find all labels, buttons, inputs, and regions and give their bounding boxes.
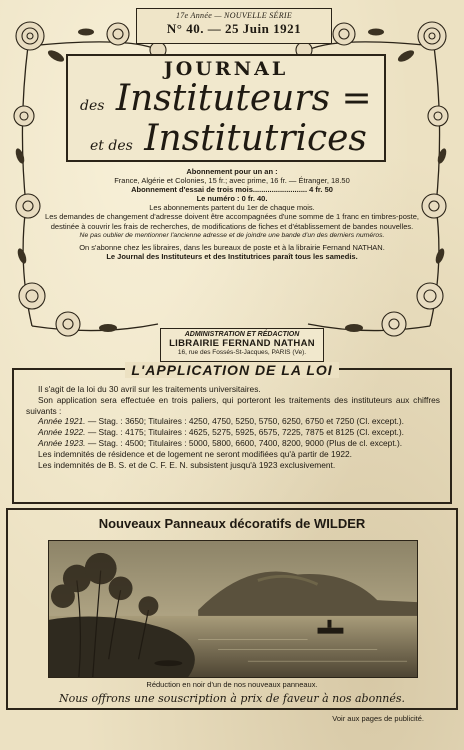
- subscription-change-address: Les demandes de changement d'adresse doivent être accompagnées d'une somme de 1 franc en timbres-poste, destinée à couvrir les frais de recherches, de modifications de fiches et d'établissement de bandes nouvelles.: [45, 212, 419, 231]
- subscription-trial: Abonnement d'essai de trois mois.......................... 4 fr. 50: [131, 185, 333, 195]
- loi-article: [12, 362, 452, 504]
- landscape-panel-image: [48, 540, 418, 678]
- loi-paragraph: Il s'agit de la loi du 30 avril sur les traitements universitaires.: [38, 384, 261, 394]
- admin-heading: ADMINISTRATION ET RÉDACTION: [184, 331, 300, 338]
- issue-series: 17e Année — NOUVELLE SÉRIE: [175, 11, 293, 20]
- masthead: [66, 54, 386, 162]
- admin-address: 16, rue des Fossés-St-Jacques, PARIS (Ve).: [177, 349, 307, 356]
- subscription-change-note: Ne pas oublier de mentionner l'ancienne adresse et de joindre une bande d'un des derniers numéros.: [79, 231, 385, 239]
- masthead-des: des: [80, 98, 105, 114]
- image-caption: Réduction en noir d'un de nos nouveaux panneaux.: [146, 680, 318, 689]
- loi-year-1921: Année 1921. — Stag. : 3650; Titulaires : 4250, 4750, 5250, 5750, 6250, 6750 et 7250 (Cl. except.).: [38, 416, 404, 427]
- issue-number-date: N° 40. — 25 Juin 1921: [166, 21, 302, 36]
- subscription-prices: France, Algérie et Colonies, 15 fr.; avec prime, 16 fr. — Étranger, 18.50: [114, 176, 350, 186]
- masthead-instituteurs: [80, 78, 372, 119]
- subscription-schedule: Le Journal des Instituteurs et des Institutrices paraît tous les samedis.: [106, 251, 358, 261]
- admin-box: [160, 328, 324, 362]
- subscription-single: Le numéro : 0 fr. 40.: [196, 194, 268, 204]
- masthead-institutrices-text: Institutrices: [144, 118, 367, 159]
- see-advertising-note: Voir aux pages de publicité.: [332, 714, 424, 723]
- subscription-info: [44, 167, 420, 261]
- masthead-journal: JOURNAL: [163, 58, 289, 80]
- loi-paragraph: Les indemnités de B. S. et de C. F. E. N. subsistent jusqu'à 1923 exclusivement.: [38, 459, 336, 470]
- loi-year-1922: Année 1922. — Stag. : 4175; Titulaires : 4625, 5275, 5925, 6575, 7225, 7875 et 8125 (Cl. except.).: [38, 427, 404, 438]
- wilder-title: Nouveaux Panneaux décoratifs de WILDER: [98, 516, 366, 531]
- masthead-instituteurs-text: Instituteurs =: [115, 78, 372, 119]
- masthead-et-des: et des: [90, 138, 133, 154]
- subscription-where: On s'abonne chez les libraires, dans les bureaux de poste et à la librairie Fernand NATHAN.: [79, 242, 385, 252]
- wilder-advert: [6, 508, 458, 710]
- loi-year-1923: Année 1923. — Stag. : 4500; Titulaires : 5000, 5800, 6600, 7400, 8200, 9000 (Plus de cl. except.).: [38, 437, 403, 448]
- loi-paragraph: Son application sera effectuée en trois paliers, qui porteront les traitements des instituteurs aux chiffres suivants :: [26, 394, 440, 416]
- loi-body: [26, 384, 440, 470]
- admin-publisher: LIBRAIRIE FERNAND NATHAN: [169, 338, 315, 349]
- subscription-start: Les abonnements partent du 1er de chaque mois.: [149, 203, 315, 213]
- loi-title: L'APPLICATION DE LA LOI: [14, 362, 450, 378]
- subscription-offer: Nous offrons une souscription à prix de faveur à nos abonnés.: [58, 692, 406, 705]
- subscription-heading: Abonnement pour un an :: [186, 167, 278, 176]
- masthead-institutrices: [90, 118, 367, 159]
- issue-box: [136, 8, 332, 44]
- loi-paragraph: Les indemnités de résidence et de logement ne seront modifiées qu'à partir de 1922.: [38, 448, 352, 459]
